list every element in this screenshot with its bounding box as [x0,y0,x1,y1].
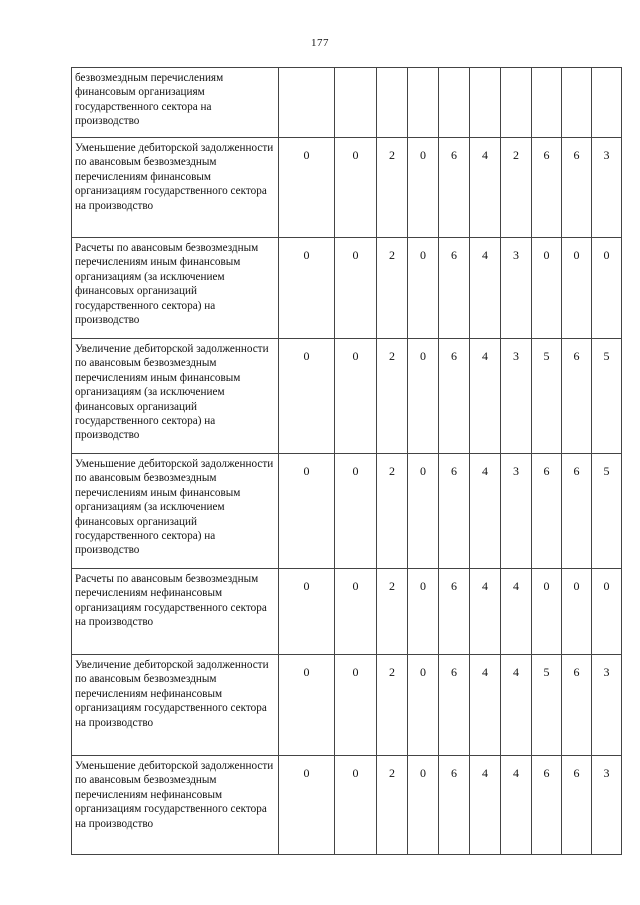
table-row [72,68,622,138]
row-description: безвозмездным перечислениям финансовым организациям государственного сектора на производство [72,68,279,138]
code-digit-cell [562,68,592,138]
code-digit-cell: 0 [335,138,377,238]
code-digit-cell: 0 [408,138,439,238]
code-digit-cell: 6 [562,339,592,454]
code-digit-cell [592,68,622,138]
table-row [72,569,622,655]
code-digit-cell: 5 [592,339,622,454]
code-digit-cell [408,68,439,138]
code-digit-cell: 6 [562,138,592,238]
code-digit-cell: 6 [532,756,562,855]
code-digit-cell: 6 [439,569,470,655]
code-digit-cell [470,68,501,138]
code-digit-cell: 0 [279,138,335,238]
code-digit-cell [335,68,377,138]
table-row [72,138,622,238]
code-digit-cell: 0 [279,238,335,339]
code-digit-cell: 4 [470,238,501,339]
code-digit-cell [377,68,408,138]
code-digit-cell: 4 [501,756,532,855]
code-digit-cell: 6 [562,454,592,569]
code-digit-cell: 4 [470,138,501,238]
code-digit-cell: 6 [439,454,470,569]
code-digit-cell [501,68,532,138]
code-digit-cell [532,68,562,138]
code-digit-cell: 0 [408,569,439,655]
table-row [72,756,622,855]
code-digit-cell: 0 [532,238,562,339]
code-digit-cell: 0 [279,339,335,454]
code-digit-cell: 2 [377,238,408,339]
code-digit-cell: 0 [592,238,622,339]
code-digit-cell: 0 [335,339,377,454]
table-row [72,339,622,454]
codes-table [71,67,622,855]
code-digit-cell: 0 [335,454,377,569]
code-digit-cell: 3 [592,138,622,238]
code-digit-cell: 0 [335,655,377,756]
table-row [72,655,622,756]
table-body [72,68,622,855]
code-digit-cell: 6 [532,454,562,569]
code-digit-cell: 2 [377,454,408,569]
row-description: Расчеты по авансовым безвозмездным перечислениям иным финансовым организациям (за исключением финансовых организаций государственного сектора) на производство [72,238,279,339]
row-description: Расчеты по авансовым безвозмездным перечислениям нефинансовым организациям государственного сектора на производство [72,569,279,655]
row-description: Уменьшение дебиторской задолженности по авансовым безвозмездным перечислениям финансовым организациям государственного сектора на производство [72,138,279,238]
code-digit-cell: 2 [377,756,408,855]
code-digit-cell: 4 [470,454,501,569]
code-digit-cell: 6 [532,138,562,238]
row-description: Уменьшение дебиторской задолженности по авансовым безвозмездным перечислениям нефинансовым организациям государственного сектора на производство [72,756,279,855]
code-digit-cell: 2 [377,655,408,756]
code-digit-cell: 3 [501,454,532,569]
code-digit-cell: 4 [470,655,501,756]
code-digit-cell: 0 [335,569,377,655]
page-number: 177 [311,37,329,49]
code-digit-cell: 0 [408,238,439,339]
code-digit-cell: 6 [439,655,470,756]
code-digit-cell: 0 [408,454,439,569]
code-digit-cell: 0 [408,756,439,855]
code-digit-cell: 3 [592,655,622,756]
code-digit-cell: 3 [501,238,532,339]
code-digit-cell: 2 [377,569,408,655]
code-digit-cell: 2 [501,138,532,238]
table-row [72,454,622,569]
code-digit-cell: 0 [279,655,335,756]
code-digit-cell: 5 [532,339,562,454]
code-digit-cell: 6 [439,138,470,238]
row-description: Уменьшение дебиторской задолженности по авансовым безвозмездным перечислениям иным финансовым организациям (за исключением финансовых организаций государственного сектора) на производство [72,454,279,569]
code-digit-cell: 2 [377,138,408,238]
code-digit-cell: 6 [562,756,592,855]
code-digit-cell: 5 [532,655,562,756]
code-digit-cell: 2 [377,339,408,454]
code-digit-cell: 0 [279,569,335,655]
code-digit-cell: 4 [501,655,532,756]
code-digit-cell: 5 [592,454,622,569]
code-digit-cell: 0 [408,339,439,454]
code-digit-cell: 3 [501,339,532,454]
code-digit-cell: 4 [501,569,532,655]
code-digit-cell: 6 [439,339,470,454]
code-digit-cell: 6 [439,756,470,855]
code-digit-cell: 0 [335,238,377,339]
code-digit-cell: 0 [408,655,439,756]
code-digit-cell [279,68,335,138]
code-digit-cell: 6 [439,238,470,339]
code-digit-cell: 4 [470,339,501,454]
code-digit-cell: 0 [532,569,562,655]
code-digit-cell [439,68,470,138]
code-digit-cell: 6 [562,655,592,756]
code-digit-cell: 0 [335,756,377,855]
code-digit-cell: 3 [592,756,622,855]
code-digit-cell: 0 [279,756,335,855]
code-digit-cell: 4 [470,569,501,655]
code-digit-cell: 0 [562,238,592,339]
row-description: Увеличение дебиторской задолженности по авансовым безвозмездным перечислениям иным финансовым организациям (за исключением финансовых организаций государственного сектора) на производство [72,339,279,454]
code-digit-cell: 0 [279,454,335,569]
code-digit-cell: 4 [470,756,501,855]
code-digit-cell: 0 [592,569,622,655]
table-row [72,238,622,339]
code-digit-cell: 0 [562,569,592,655]
row-description: Увеличение дебиторской задолженности по авансовым безвозмездным перечислениям нефинансовым организациям государственного сектора на производство [72,655,279,756]
